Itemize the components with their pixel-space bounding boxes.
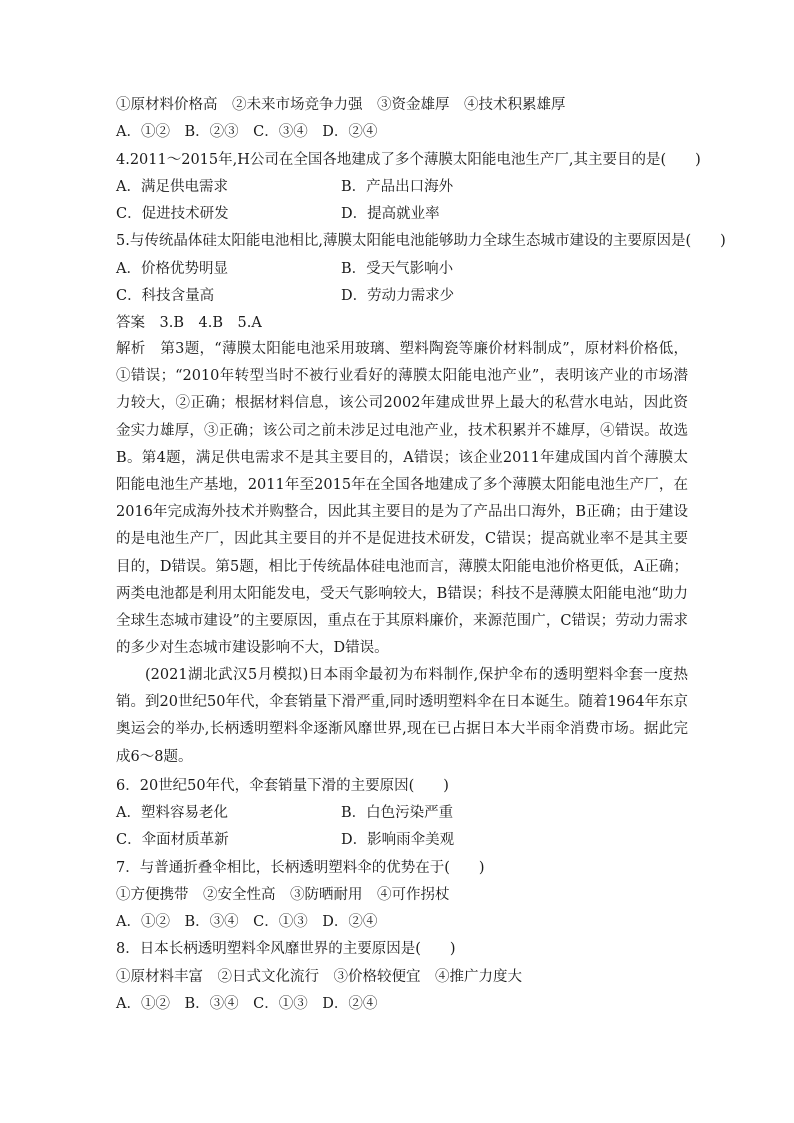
q5-stem: 5.与传统晶体硅太阳能电池相比,薄膜太阳能电池能够助力全球生态城市建设的主要原因是( ): [116, 233, 726, 249]
q7-option-list: ①方便携带 ②安全性高 ③防晒耐用 ④可作拐杖: [116, 887, 450, 903]
q4-choice-c: C．促进技术研发: [116, 206, 229, 222]
q7-choices: A．①② B．③④ C．①③ D．②④: [116, 914, 378, 930]
material-paragraph: (2021湖北武汉5月模拟)日本雨伞最初为布料制作,保护伞布的透明塑料伞套一度热销。到20世纪50年代，伞套销量下滑严重,同时透明塑料伞在日本诞生。随着1964年东京奥运会的举办,长柄透明塑料伞逐渐风靡世界,现在已占据日本大半雨伞消费市场。据此完成6～8题。: [116, 667, 688, 765]
q7-stem: 7．与普通折叠伞相比，长柄透明塑料伞的优势在于( ): [116, 860, 485, 876]
q6-choice-a: A．塑料容易老化: [116, 805, 228, 821]
q4-choice-row-1: [116, 177, 454, 197]
q6-choice-b: B．白色污染严重: [341, 805, 454, 821]
q5-choice-a: A．价格优势明显: [116, 261, 228, 277]
q5-choice-d: D．劳动力需求少: [341, 288, 455, 304]
q5-choice-row-2: [116, 286, 455, 306]
q3-option-list: ①原材料价格高 ②未来市场竞争力强 ③资金雄厚 ④技术积累雄厚: [116, 97, 566, 113]
q4-stem: 4.2011～2015年,H公司在全国各地建成了多个薄膜太阳能电池生产厂,其主要目的是( ): [116, 152, 701, 168]
q5-choice-row-1: [116, 259, 454, 279]
q5-choice-b: B．受天气影响小: [341, 261, 454, 277]
q8-choices: A．①② B．③④ C．①③ D．②④: [116, 996, 378, 1012]
q6-choice-row-1: [116, 803, 454, 823]
q5-choice-c: C．科技含量高: [116, 288, 215, 304]
analysis-paragraph: 解析 第3题，“薄膜太阳能电池采用玻璃、塑料陶瓷等廉价材料制成”，原材料价格低，①错误；“2010年转型当时不被行业看好的薄膜太阳能电池产业”，表明该产业的市场潜力较大，②正确；根据材料信息，该公司2002年建成世界上最大的私营水电站，因此资金实力雄厚，③正确；该公司之前未涉足过电池产业，技术积累并不雄厚，④错误。故选B。第4题，满足供电需求不是其主要目的，A错误；该企业2011年建成国内首个薄膜太阳能电池生产基地，2011年至2015年在全国各地建成了多个薄膜太阳能电池生产厂，在2016年完成海外技术并购整合，因此其主要目的是为了产品出口海外，B正确；由于建设的是电池生产厂，因此其主要目的并不是促进技术研发，C错误；提高就业率不是其主要目的，D错误。第5题，相比于传统晶体硅电池而言，薄膜太阳能电池价格更低，A正确；两类电池都是利用太阳能发电，受天气影响较大，B错误；科技不是薄膜太阳能电池“助力全球生态城市建设”的主要原因，重点在于其原料廉价，来源范围广，C错误；劳动力需求的多少对生态城市建设影响不大，D错误。: [116, 341, 688, 657]
q4-choice-a: A．满足供电需求: [116, 179, 228, 195]
answer-line: 答案 3.B 4.B 5.A: [116, 315, 262, 331]
q6-choice-c: C．伞面材质革新: [116, 832, 229, 848]
q6-choice-row-2: [116, 830, 455, 850]
q6-stem: 6．20世纪50年代，伞套销量下滑的主要原因( ): [116, 778, 449, 794]
q4-choice-d: D．提高就业率: [341, 206, 440, 222]
q6-choice-d: D．影响雨伞美观: [341, 832, 455, 848]
q8-option-list: ①原材料丰富 ②日式文化流行 ③价格较便宜 ④推广力度大: [116, 969, 522, 985]
q3-choices: A．①② B．②③ C．③④ D．②④: [116, 124, 378, 140]
q4-choice-row-2: [116, 204, 440, 224]
q4-choice-b: B．产品出口海外: [341, 179, 454, 195]
q8-stem: 8．日本长柄透明塑料伞风靡世界的主要原因是( ): [116, 941, 456, 957]
